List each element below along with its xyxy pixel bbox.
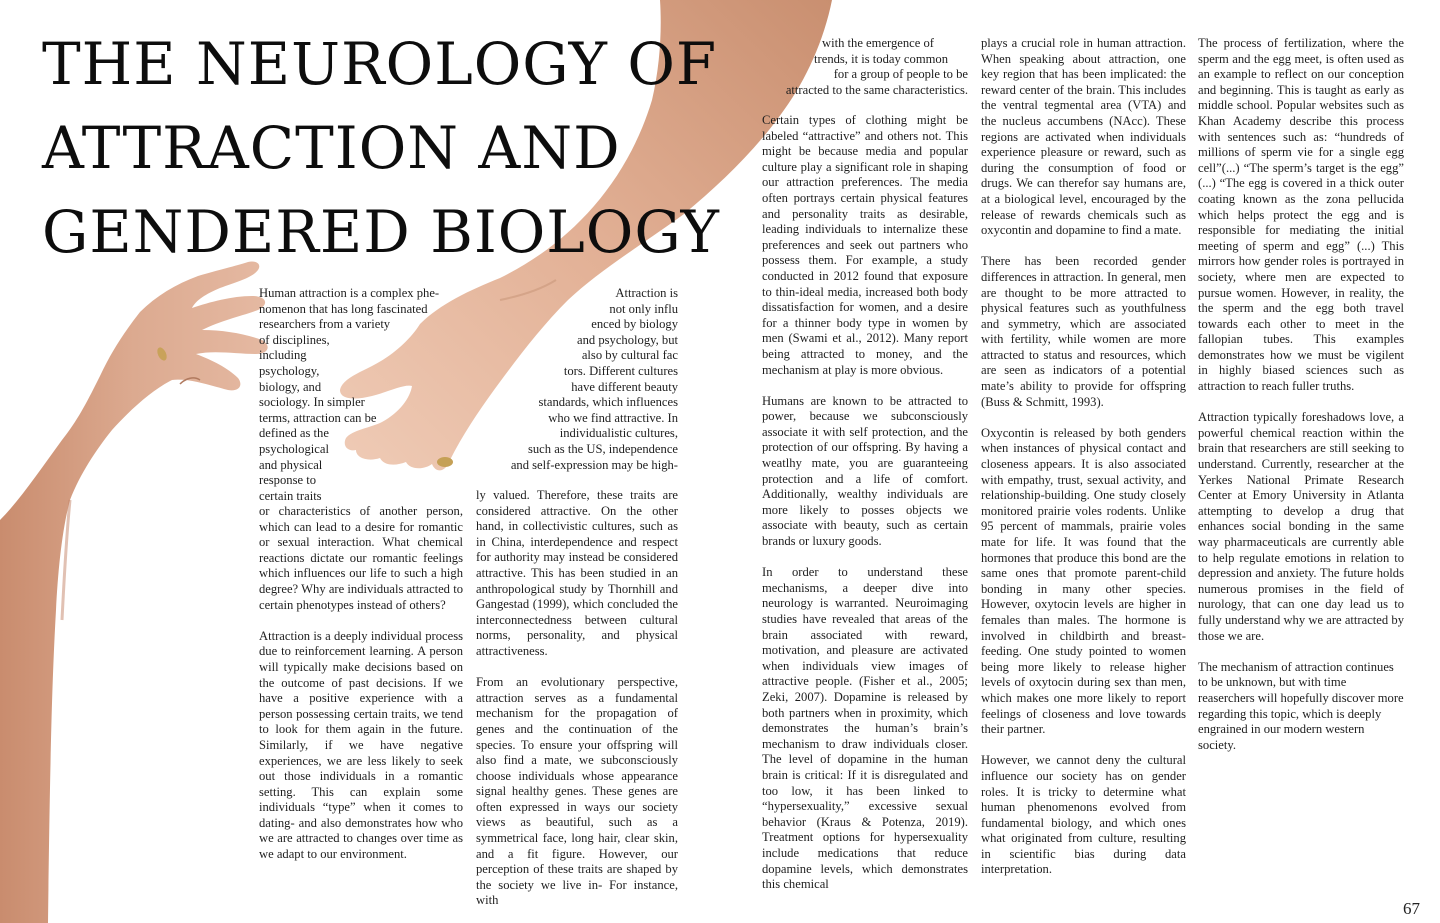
text-line: enced by biology [591,317,678,332]
paragraph: In order to understand these mechanisms, a deeper dive into neurology is warranted. Neuroimaging studies have revealed that areas of the brain associated with reward, motivation, and pleasure are activated when individuals view images of attractive people. (Fisher et al., 2005; Zeki, 2007). Dopamine is released by both partners when in proximity, which demonstrates the human’s brain’s mechanism to draw individuals closer. The level of dopamine in the human brain is critical: If it is disregulated and too low, it has been linked to “hypersexuality,” excessive sexual behavior (Kraus & Potenza, 2019). Treatment options for hypersexuality include medications that reduce dopamine levels, which demonstrates this chemical [762,565,968,892]
text-line: biology, and [259,379,322,394]
paragraph: or characteristics of another person, which can lead to a desire for romantic or sexual interaction. What chemical reactions dictate our romantic feelings which influences our life to such a high degree? Why are individuals attracted to certain phenotypes instead of others? [259,504,463,612]
paragraph: Certain types of clothing might be labeled “attractive” and others not. This might be because media and popular culture play a significant role in shaping our attraction preferences. The media often portrays certain physical features and personality traits as desirable, leading individuals to internalize these preferences and seek out partners who possess them. For example, a study conducted in 2012 found that exposure to thin-ideal media, increased both body dissatisfaction for women, and a desire for a thinner body type in women by men (Swami et al., 2012). Many report being attracted to money, and the mechanism at play is more obvious. [762,113,968,377]
column-2-intro [470,286,678,473]
text-line: for a group of people to be [833,67,968,82]
column-3-intro [762,36,968,98]
text-line: defined as the [259,426,329,441]
text-line: response to [259,473,317,488]
article-title [42,22,762,274]
title-line-1: THE NEUROLOGY OF [42,30,718,98]
title-line-3: GENDERED BIOLOGY [42,198,720,266]
text-line: certain traits [259,488,322,503]
text-line: and psychology, but [577,332,678,347]
left-arm-shape [0,261,268,923]
paragraph: The process of fertilization, where the sperm and the egg meet, is often used as an example to reflect on our conception and beginning. This is taught as early as middle school. Popular websites such as Khan Academy describe this process with sentences such as: “hundreds of millions of sperm vie for a single egg cell”(...) “The sperm’s target is the egg” (...) “The egg is covered in a thick outer coating known as the zona pellucida which helps protect the egg and is responsible for mediating the initial meeting of sperm and egg” (...) This mirrors how gender roles is portrayed in society, where men are expected to pursue women. However, in reality, the the sperm and the egg both travel towards each other to meet in the fallopian tubes. This examples demonstrates how we must be vigilent in highly biased sciences such as attraction to reach fuller truths. [1198,36,1404,394]
text-line: such as the US, independence [527,441,678,456]
text-line: nomenon that has long fascinated [259,301,428,316]
paragraph: Attraction typically foreshadows love, a powerful chemical reaction within the brain that researchers are still seeking to understand. Currently, researcher at the Yerkes National Primate Research Center at Emory University in Atlanta attempting to develop a drug that enhances social bonding in the same way pharmaceuticals are currently able to help regulate emotions in relation to depression and anxiety. The future holds numerous promises in the field of nurology, that can one day lead us to fully understand why we are attracted by those we are. [1198,410,1404,643]
text-line: tors. Different cultures [563,363,678,378]
title-line-2: ATTRACTION AND [42,114,621,182]
text-line: psychology, [259,363,320,378]
paragraph: ly valued. Therefore, these traits are considered attractive. On the other hand, in collectivistic cultures, such as in China, interdependence and respect for authority may instead be considered attractive. This has been studied in an anthropological study by Thornhill and Gangestad (1999), which concluded the interconnectedness between cultural norms, personality, and physical attractiveness. [476,488,678,658]
text-line: including [259,348,307,363]
paragraph: Humans are known to be attracted to power, because we subconsciously associate it with self protection, and the protection of our offspring. By having a weatlhy mate, you are guaranteeing protection and a life of comfort. Additionally, wealthy individuals are more likely to posses objects we associate with beauty, such as certain brands or luxury goods. [762,393,968,549]
paragraph: plays a crucial role in human attraction. When speaking about attraction, one key region that has been implicated: the reward center of the brain. This includes the ventral tegmental area (VTA) and the nucleus accumbens (NAcc). These regions are activated when individuals experience pleasure or reward, such as during the consumption of food or drugs. We can therefor say humans are, at a biological level, encouraged by the release of rewards chemicals such as oxycontin and dopamine to find a mate. [981,36,1186,238]
column-3-body [762,113,968,893]
text-line: terms, attraction can be [259,410,377,425]
text-line: and physical [259,457,323,472]
text-line: and self-expression may be high- [510,457,678,472]
paragraph: The mechanism of attraction continues to be unknown, but with time reaserchers will hopefully discover more regarding this topic, which is deeply engrained in our modern western society. [1198,659,1404,752]
text-line: Attraction is [615,286,678,300]
text-line: psychological [259,441,329,456]
text-line: trends, it is today common [814,51,948,66]
text-line: attracted to the same characteristics. [785,82,968,97]
paragraph: Oxycontin is released by both genders when instances of physical contact and closeness appears. It is also associated with empathy, trust, sexual activity, and relationship-building. One study closely monitored prairie voles rodents. Unlike 95 percent of mammals, prairie voles mate for life. It was found that the hormones that produce this bond are the same ones that promote parent-child bonding in many other species. However, oxytocin levels are higher in females than males. The hormone is involved in childbirth and breast-feeding. One study pointed to women being more likely to release higher levels of oxytocin during sex than men, which makes one more likely to report feelings of closeness and love towards their partner. [981,425,1186,737]
text-line: standards, which influences [538,395,678,410]
column-5 [1198,36,1404,753]
paragraph: However, we cannot deny the cultural influence our society has on gender roles. It is tricky to determine what human phenomenons evolved from fundamental biology, and which ones what originated from culture, resulting in scientific bias during data interpretation. [981,753,1186,877]
text-line: Human attraction is a complex phe- [259,286,440,300]
text-line: individualistic cultures, [559,426,678,441]
text-line: sociology. In simpler [259,395,365,410]
column-2-body [476,488,678,909]
paragraph: There has been recorded gender differences in attraction. In general, men are thought to be more attracted to physical features such as youthfulness and symmetry, which are associated with fertility, while women are more attracted to status and resources, which are seen as indicators of a potential mate’s ability to provide for offspring (Buss & Schmitt, 1993). [981,254,1186,409]
text-line: not only influ [609,301,678,316]
text-line: researchers from a variety [259,317,391,332]
text-line: with the emergence of [821,36,934,50]
paragraph: Attraction is a deeply individual process due to reinforcement learning. A person will typically make decisions based on the outcome of past decisions. If we have a positive experience with a person possessing certain traits, we tend to look for them again in the future. Similarly, if we have negative experiences, we are less likely to seek out those individuals in a romantic setting. This can explain some individuals “type” when it comes to dating- and also demonstrates how who we are attracted to changes over time as we adapt to our environment. [259,628,463,862]
text-line: have different beauty [571,379,678,394]
paragraph: From an evolutionary perspective, attraction serves as a fundamental mechanism for the propagation of genes and the continuation of the species. To ensure your offspring will also find a mate, we subconsciously choose individuals whose appearance signal healthy genes. These genes are often expressed in ways our society views as beautiful, such as a symmetrical face, long hair, clear skin, and a fit figure. However, our perception of these traits are shaped by the society we live in- For instance, with [476,675,678,908]
column-4 [981,36,1186,878]
column-1-body [259,504,463,863]
text-line: also by cultural fac [581,348,678,363]
page-number: 67 [1403,899,1420,918]
text-line: who we find attractive. In [548,410,678,425]
text-line: of disciplines, [259,332,330,347]
column-1-intro [259,286,469,504]
